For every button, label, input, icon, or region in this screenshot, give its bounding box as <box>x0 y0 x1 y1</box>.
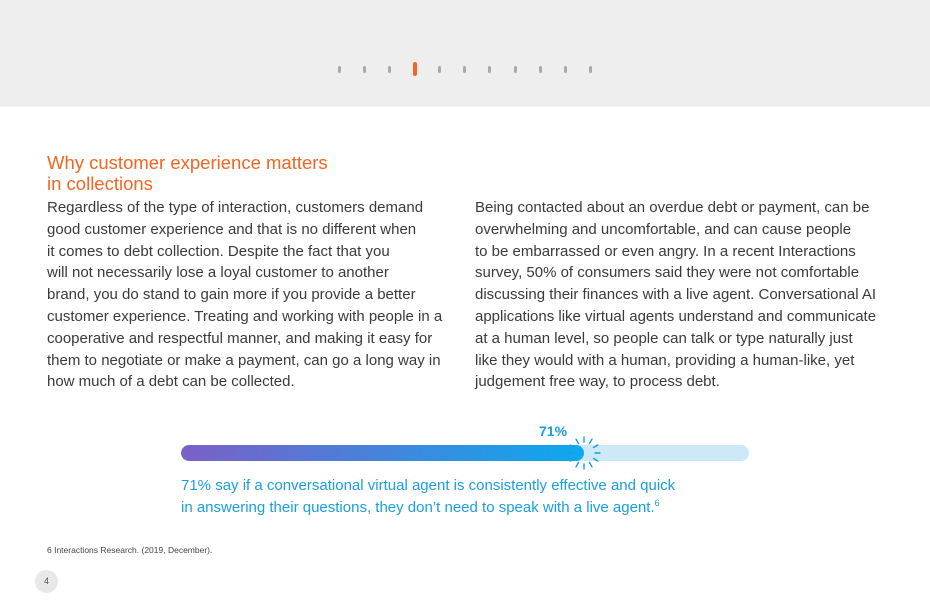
body-line: will not necessarily lose a loyal customer to another <box>47 264 389 282</box>
body-line: discussing their finances with a live agent. Conversational AI <box>475 286 877 304</box>
body-line: like they would with a human, providing a human-like, yet <box>475 351 855 369</box>
page-dot[interactable] <box>488 66 491 73</box>
section-heading <box>47 152 447 194</box>
body-line: Regardless of the type of interaction, customers demand <box>47 199 424 216</box>
page-indicator <box>0 62 930 76</box>
page-dot[interactable] <box>338 66 341 73</box>
top-banner <box>0 0 930 107</box>
caption-line: 71% say if a conversational virtual agent is consistently effective and quick <box>181 477 676 494</box>
body-line: it comes to debt collection. Despite the fact that you <box>47 242 390 260</box>
body-line: judgement free way, to process debt. <box>475 373 720 391</box>
heading-line: in collections <box>47 173 153 194</box>
page-dot[interactable] <box>589 66 592 73</box>
burst-ray <box>594 445 598 448</box>
burst-ray <box>590 463 593 467</box>
page-dot[interactable] <box>514 66 517 73</box>
body-line: Being contacted about an overdue debt or payment, can be <box>475 199 870 216</box>
progress-fill <box>181 445 584 461</box>
body-line: them to negotiate or make a payment, can go a long way in <box>47 351 441 369</box>
page-number: 4 <box>35 570 58 593</box>
body-line: at a human level, so people can talk or type naturally just <box>475 329 853 347</box>
page-dot[interactable] <box>539 66 542 73</box>
body-line: customer experience. Treating and working with people in a <box>47 307 443 325</box>
body-line: overwhelming and uncomfortable, and can cause people <box>475 220 852 238</box>
progress-bar <box>181 445 749 461</box>
body-line: to be embarrassed or even angry. In a recent Interactions <box>475 242 856 260</box>
body-line: good customer experience and that is no different when <box>47 220 417 238</box>
burst-ray <box>570 445 574 448</box>
burst-ray <box>590 439 593 443</box>
stat-caption <box>181 475 771 519</box>
page-dot[interactable] <box>438 66 441 73</box>
burst-ray <box>594 459 598 462</box>
page-dot[interactable] <box>388 66 391 73</box>
burst-ray <box>576 439 579 443</box>
body-column-right <box>475 197 890 393</box>
body-line: survey, 50% of consumers said they were not comfortable <box>475 264 860 282</box>
page-dot[interactable] <box>363 66 366 73</box>
heading-line: Why customer experience matters <box>47 152 328 173</box>
page-dot[interactable] <box>564 66 567 73</box>
caption-line: in answering their questions, they don’t need to speak with a live agent. <box>181 499 655 516</box>
body-line: how much of a debt can be collected. <box>47 373 295 391</box>
page-dot-active[interactable] <box>413 62 417 76</box>
burst-ray <box>570 459 574 462</box>
footnote: 6 Interactions Research. (2019, December). <box>47 545 213 555</box>
burst-ray <box>576 463 579 467</box>
stat-percent-label: 71% <box>539 423 568 439</box>
body-line: cooperative and respectful manner, and making it easy for <box>47 329 433 347</box>
burst-icon <box>565 434 603 472</box>
page-dot[interactable] <box>463 66 466 73</box>
body-line: applications like virtual agents understand and communicate <box>475 307 877 325</box>
body-column-left <box>47 197 457 393</box>
footnote-ref: 6 <box>654 498 660 508</box>
body-line: brand, you do stand to gain more if you provide a better <box>47 286 416 304</box>
